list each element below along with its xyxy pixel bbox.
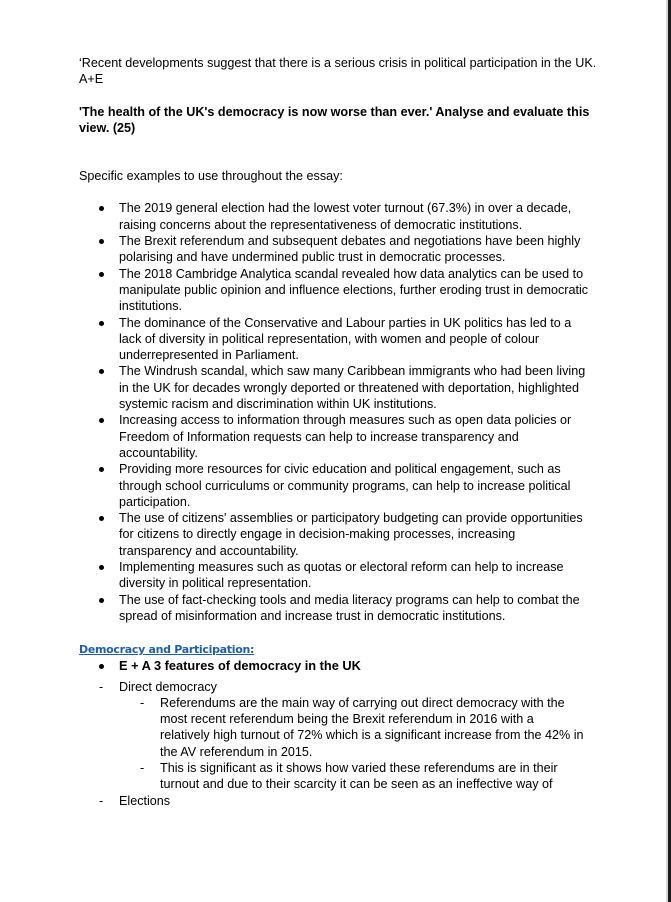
bullet-icon (99, 516, 104, 521)
list-item (79, 412, 589, 461)
list-item (79, 233, 589, 266)
bullet-icon (99, 321, 104, 326)
list-item (79, 363, 589, 412)
list-item (79, 510, 589, 559)
list-item-text: Providing more resources for civic education and political engagement, such as through school curriculums or community programs, can help to increase political participation. (119, 462, 571, 509)
bullet-icon (99, 664, 104, 669)
list-item-text: The dominance of the Conservative and Labour parties in UK politics has led to a lack of diversity in political representation, with women and people of colour underrepresented in Parliament. (119, 315, 572, 363)
features-dash-list (79, 679, 599, 695)
list-item-text: Increasing access to information through measures such as open data policies or Freedom of Information requests can help to increase transparency and accountability. (119, 413, 572, 460)
bullet-icon (99, 467, 104, 472)
dash-subitem (79, 760, 585, 793)
dash-item-direct-democracy (79, 679, 599, 695)
bullet-icon (99, 239, 104, 244)
dash-subitem-text: Referendums are the main way of carrying out direct democracy with the most recent referendum being the Brexit referendum in 2016 with a relatively high turnout of 72% which is a significant increase from the 42% in the AV referendum in 2015. (160, 695, 584, 759)
direct-democracy-sublist (79, 695, 599, 793)
list-item-text: The 2019 general election had the lowest voter turnout (67.3%) in over a decade, raising concerns about the representativeness of democratic institutions. (119, 201, 572, 232)
dash-marker-icon: - (99, 679, 104, 694)
list-item-text: The use of citizens' assemblies or participatory budgeting can provide opportunities for citizens to directly engage in decision-making processes, increasing transparency and accountability. (119, 511, 583, 558)
dash-marker-icon: - (140, 760, 145, 775)
intro-paragraph: ‘Recent developments suggest that there is a serious crisis in political participation in the UK. A+E (79, 56, 597, 87)
list-item (79, 658, 589, 674)
list-item-text: The Windrush scandal, which saw many Caribbean immigrants who had been living in the UK for decades wrongly deported or threatened with deportation, highlighted systemic racism and discrimination within UK institutions. (119, 364, 586, 412)
examples-list (79, 200, 599, 624)
dash-item-text: Direct democracy (119, 679, 217, 694)
bullet-icon (99, 565, 104, 570)
essay-question: 'The health of the UK's democracy is now worse than ever.' Analyse and evaluate this view. (25) (79, 104, 590, 135)
dash-marker-icon: - (140, 695, 145, 710)
bullet-icon (99, 272, 104, 277)
dash-subitem (79, 695, 585, 760)
list-item (79, 461, 589, 510)
section-bullet-list (79, 658, 599, 674)
list-item (79, 559, 589, 592)
document-body[interactable] (79, 55, 599, 809)
bullet-icon (99, 206, 104, 211)
dash-item-text: Elections (119, 793, 171, 808)
list-item-text: The 2018 Cambridge Analytica scandal revealed how data analytics can be used to manipulate public opinion and influence elections, further eroding trust in democratic institutions. (119, 266, 589, 314)
dash-item-elections (79, 793, 599, 809)
dash-subitem-text: This is significant as it shows how varied these referendums are in their turnout and due to their scarcity it can be seen as an ineffective way of (160, 760, 558, 792)
features-dash-list-continued (79, 793, 599, 809)
list-item-text: The Brexit referendum and subsequent debates and negotiations have been highly polarising and have undermined public trust in democratic processes. (119, 234, 581, 265)
examples-label: Specific examples to use throughout the essay: (79, 169, 343, 184)
list-item-text: E + A 3 features of democracy in the UK (119, 658, 361, 674)
section-heading-link[interactable]: Democracy and Participation: (79, 643, 255, 657)
bullet-icon (99, 369, 104, 374)
list-item (79, 266, 589, 315)
dash-marker-icon: - (99, 793, 104, 808)
bullet-icon (99, 598, 104, 603)
list-item (79, 315, 589, 364)
list-item (79, 200, 589, 233)
list-item-text: Implementing measures such as quotas or electoral reform can help to increase diversity in political representation. (119, 560, 564, 591)
list-item-text: The use of fact-checking tools and media literacy programs can help to combat the spread of misinformation and increase trust in democratic institutions. (119, 592, 580, 623)
list-item (79, 592, 589, 625)
bullet-icon (99, 418, 104, 423)
